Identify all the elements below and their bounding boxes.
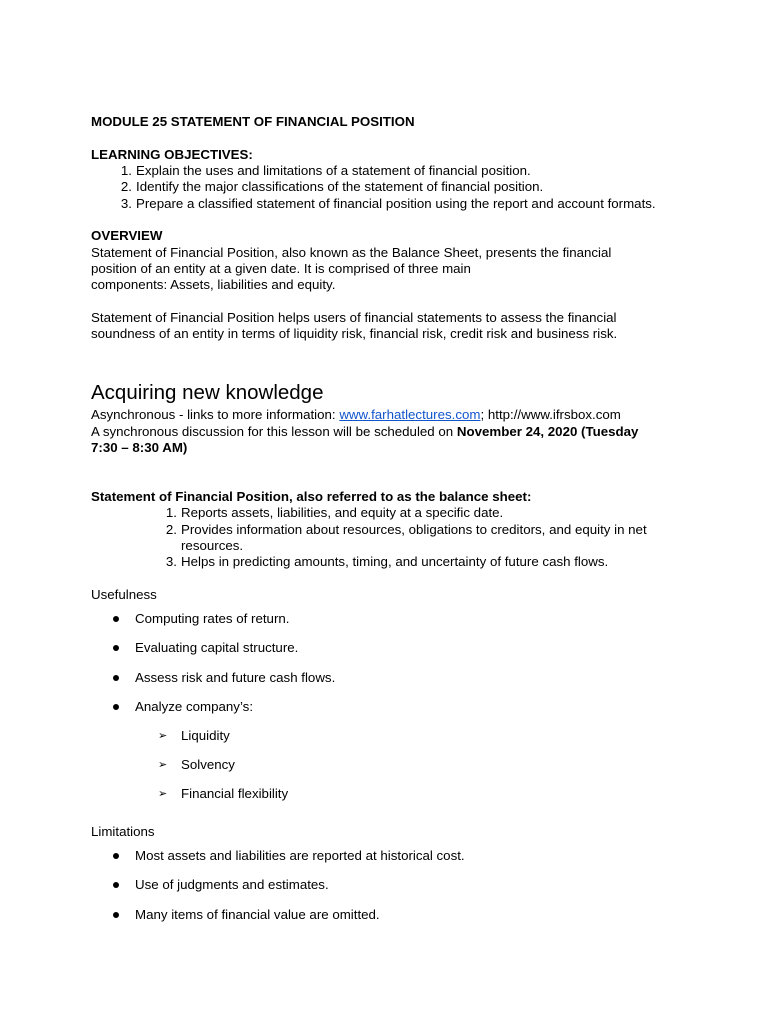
overview-heading: OVERVIEW — [91, 228, 163, 243]
arrowhead-bullet-icon: ➢ — [158, 788, 168, 800]
limitations-item: Many items of financial value are omitted. — [135, 907, 380, 923]
bullet-dot-icon — [113, 645, 119, 651]
farhatlectures-link[interactable]: www.farhatlectures.com — [339, 407, 481, 422]
objective-item: 2. Identify the major classifications of the statement of financial position. — [120, 179, 544, 194]
sync-date: November 24, 2020 (Tuesday — [456, 424, 639, 439]
usefulness-item: Assess risk and future cash flows. — [135, 670, 335, 686]
bullet-dot-icon — [113, 675, 119, 681]
sfp-heading: Statement of Financial Position, also referred to as the balance sheet: — [91, 489, 532, 504]
sfp-item: 3. Helps in predicting amounts, timing, and uncertainty of future cash flows. — [165, 554, 609, 569]
bullet-dot-icon — [113, 912, 119, 918]
overview-text: soundness of an entity in terms of liquidity risk, financial risk, credit risk and business risk. — [91, 326, 618, 341]
learning-objectives-heading: LEARNING OBJECTIVES: — [91, 147, 253, 162]
module-title: MODULE 25 STATEMENT OF FINANCIAL POSITION — [91, 114, 415, 129]
usefulness-item: Evaluating capital structure. — [135, 640, 298, 656]
sfp-item: 2. Provides information about resources, obligations to creditors, and equity in net — [165, 522, 647, 537]
usefulness-subitem: ➢ Financial flexibility — [158, 786, 289, 801]
usefulness-item: Computing rates of return. — [135, 611, 289, 627]
limitations-item: Most assets and liabilities are reported at historical cost. — [135, 848, 465, 864]
usefulness-subitem: ➢ Solvency — [158, 757, 235, 772]
bullet-dot-icon — [113, 882, 119, 888]
sync-line: A synchronous discussion for this lesson will be scheduled on November 24, 2020 (Tuesday — [91, 424, 639, 439]
limitations-heading: Limitations — [91, 824, 155, 839]
usefulness-heading: Usefulness — [91, 587, 157, 602]
arrowhead-bullet-icon: ➢ — [158, 730, 168, 742]
objective-item: 3. Prepare a classified statement of financial position using the report and account formats. — [120, 196, 656, 211]
async-line: Asynchronous - links to more information: www.farhatlectures.com; http://www.ifrsbox.com — [91, 407, 621, 422]
bullet-dot-icon — [113, 704, 119, 710]
sfp-item-continued: resources. — [181, 538, 244, 553]
overview-text: components: Assets, liabilities and equity. — [91, 277, 336, 292]
acquiring-heading: Acquiring new knowledge — [91, 381, 324, 404]
sfp-item: 1. Reports assets, liabilities, and equity at a specific date. — [165, 505, 504, 520]
bullet-dot-icon — [113, 616, 119, 622]
overview-text: Statement of Financial Position helps users of financial statements to assess the financial — [91, 310, 617, 325]
usefulness-subitem: ➢ Liquidity — [158, 728, 230, 743]
usefulness-item: Analyze company’s: — [135, 699, 253, 715]
bullet-dot-icon — [113, 853, 119, 859]
overview-text: position of an entity at a given date. It is comprised of three main — [91, 261, 471, 276]
sync-time: 7:30 – 8:30 AM) — [91, 440, 188, 455]
arrowhead-bullet-icon: ➢ — [158, 759, 168, 771]
limitations-item: Use of judgments and estimates. — [135, 877, 329, 893]
objective-item: 1. Explain the uses and limitations of a statement of financial position. — [120, 163, 531, 178]
overview-text: Statement of Financial Position, also known as the Balance Sheet, presents the financial — [91, 245, 612, 260]
